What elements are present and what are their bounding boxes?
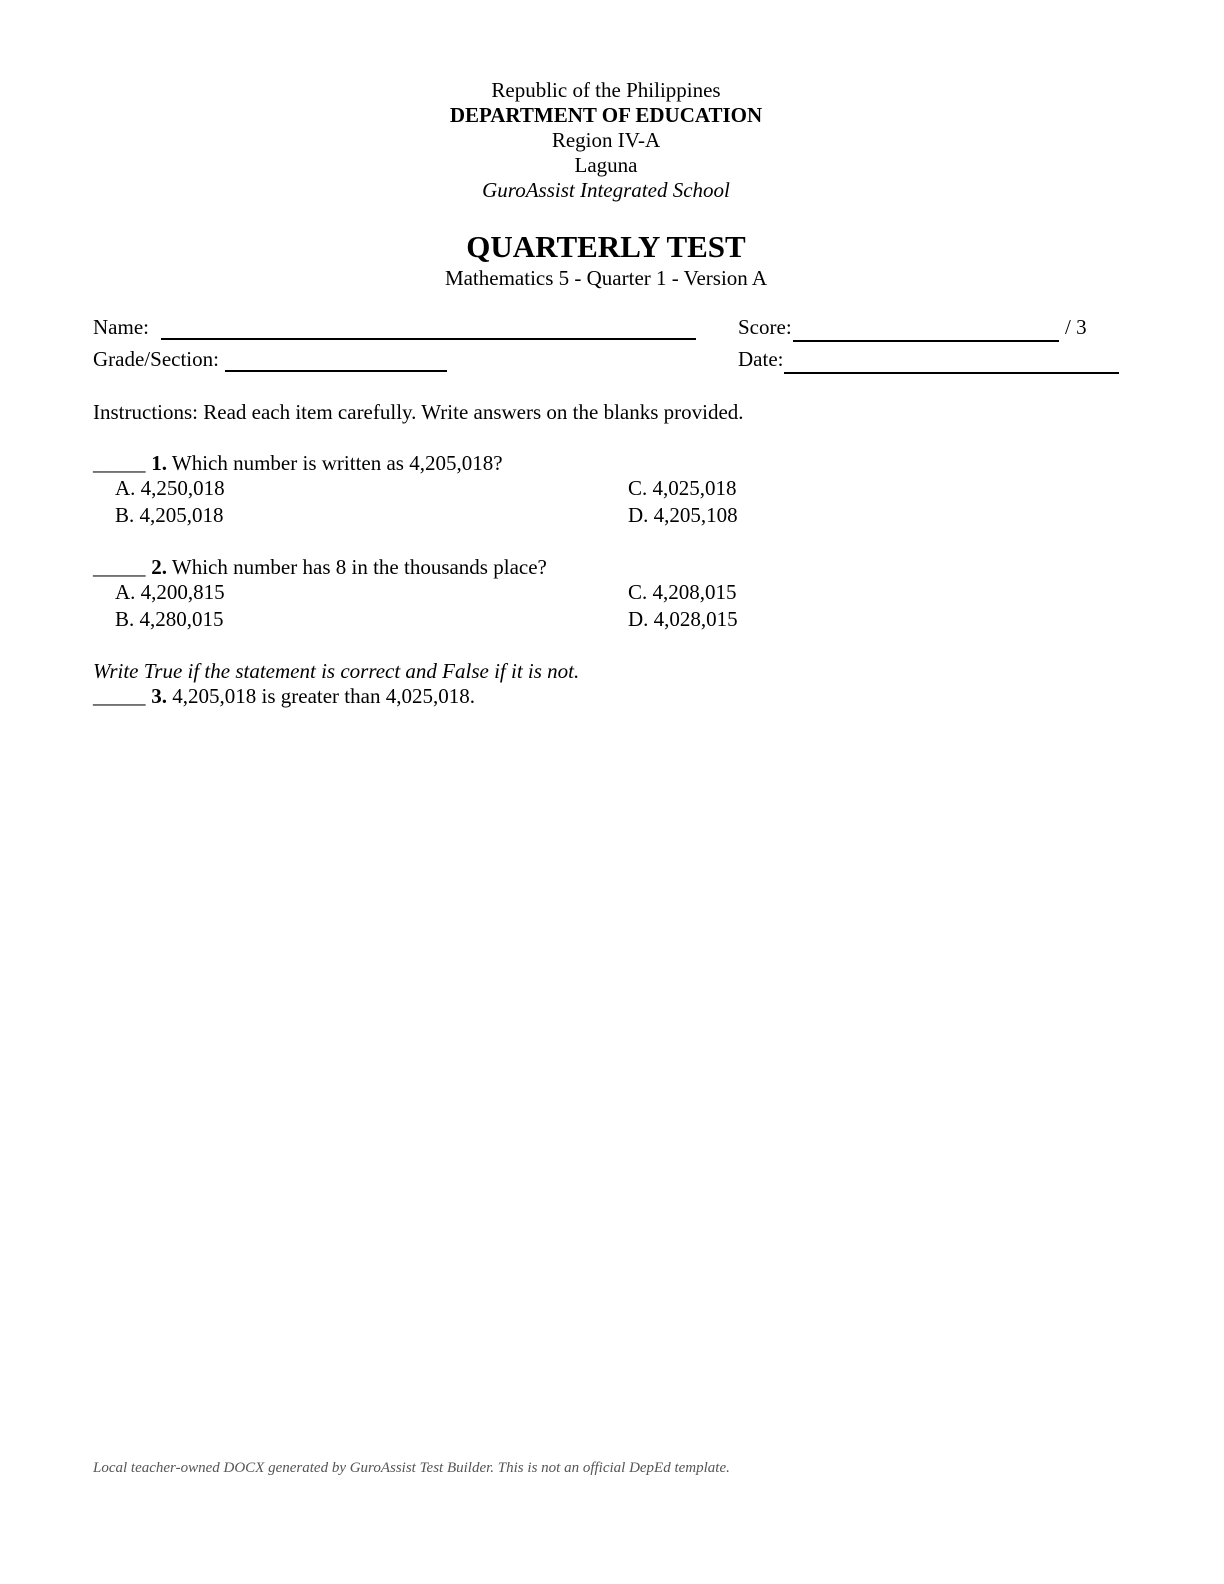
school-line: GuroAssist Integrated School [482, 178, 730, 202]
question-3 [93, 684, 475, 708]
option-d: D. 4,205,108 [628, 503, 738, 527]
answer-blank[interactable]: _____ [93, 555, 146, 579]
question-number: 3. [151, 684, 167, 708]
score-label: Score: [738, 315, 792, 339]
test-subtitle: Mathematics 5 - Quarter 1 - Version A [444, 266, 768, 290]
date-blank[interactable] [784, 372, 1119, 374]
question-text: Which number is written as 4,205,018? [171, 451, 503, 475]
question-number: 1. [151, 451, 167, 475]
true-false-instruction: Write True if the statement is correct and False if it is not. [93, 659, 580, 683]
footer-note: Local teacher-owned DOCX generated by GuroAssist Test Builder. This is not an official DepEd template. [93, 1460, 730, 1476]
grade-section-label: Grade/Section: [93, 347, 219, 371]
option-d: D. 4,028,015 [628, 607, 738, 631]
question-text: 4,205,018 is greater than 4,025,018. [172, 684, 475, 708]
document-header [0, 78, 1212, 203]
score-blank[interactable] [793, 340, 1059, 342]
region-line: Region IV-A [551, 128, 661, 152]
division-line: Laguna [574, 153, 638, 177]
option-c: C. 4,025,018 [628, 476, 737, 500]
question-2 [93, 555, 547, 579]
question-number: 2. [151, 555, 167, 579]
instructions: Instructions: Read each item carefully. Write answers on the blanks provided. [93, 400, 744, 424]
option-a: A. 4,250,018 [115, 476, 225, 500]
grade-section-blank[interactable] [225, 370, 447, 372]
date-label: Date: [738, 347, 784, 371]
option-b: B. 4,205,018 [115, 503, 224, 527]
option-b: B. 4,280,015 [115, 607, 224, 631]
test-title: QUARTERLY TEST [466, 229, 746, 264]
question-text: Which number has 8 in the thousands place? [171, 555, 547, 579]
name-label: Name: [93, 315, 149, 339]
score-total: / 3 [1065, 315, 1087, 339]
option-a: A. 4,200,815 [115, 580, 225, 604]
answer-blank[interactable]: _____ [93, 684, 146, 708]
department-line: DEPARTMENT OF EDUCATION [449, 103, 763, 127]
country-line: Republic of the Philippines [491, 78, 721, 102]
answer-blank[interactable]: _____ [93, 451, 146, 475]
name-blank[interactable] [161, 338, 696, 340]
option-c: C. 4,208,015 [628, 580, 737, 604]
question-1 [93, 451, 503, 475]
test-title-block [0, 228, 1212, 290]
